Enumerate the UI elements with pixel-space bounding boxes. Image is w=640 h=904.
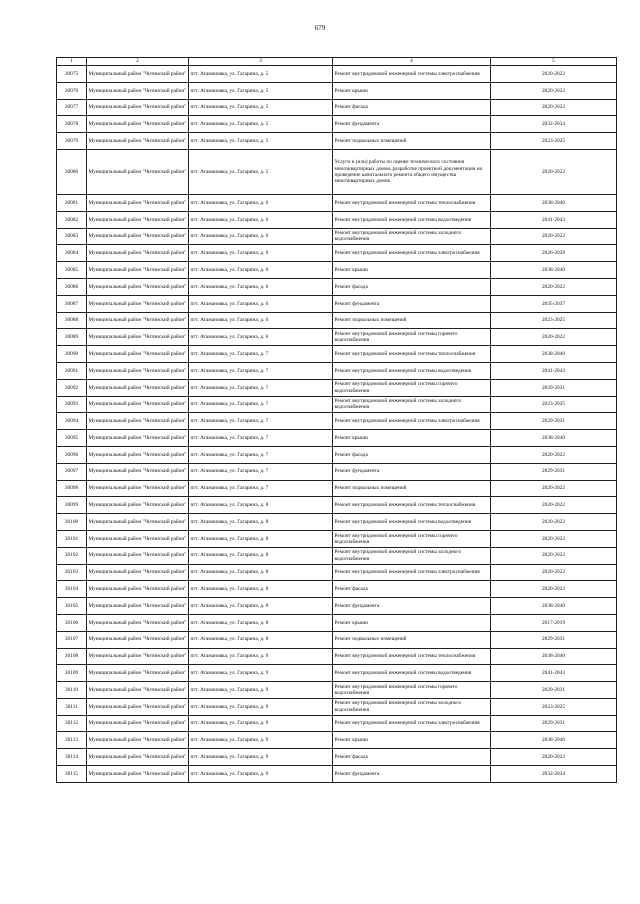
- work-type-cell: Ремонт внутридомовой инженерной системы горячего водоснабжения: [333, 329, 491, 346]
- address-cell: пгт. Атамановка, ул. Гагарина, д. 5: [189, 149, 333, 194]
- record-number-cell: 30099: [57, 497, 87, 514]
- record-number-cell: 30079: [57, 133, 87, 150]
- work-type-cell: Ремонт внутридомовой инженерной системы горячего водоснабжения: [333, 530, 491, 547]
- municipality-cell: Муниципальный район "Читинский район": [87, 228, 189, 245]
- record-number-cell: 30102: [57, 547, 87, 564]
- municipality-cell: Муниципальный район "Читинский район": [87, 346, 189, 363]
- address-cell: пгт. Атамановка, ул. Гагарина, д. 8: [189, 514, 333, 531]
- record-number-cell: 30107: [57, 631, 87, 648]
- table-row: [57, 413, 617, 430]
- work-type-cell: Ремонт фасада: [333, 581, 491, 598]
- municipality-cell: Муниципальный район "Читинский район": [87, 530, 189, 547]
- period-cell: 2017-2019: [491, 614, 617, 631]
- record-number-cell: 30085: [57, 262, 87, 279]
- work-type-cell: Ремонт фасада: [333, 99, 491, 116]
- period-cell: 2020-2022: [491, 564, 617, 581]
- period-cell: 2041-2043: [491, 362, 617, 379]
- table-row: [57, 648, 617, 665]
- address-cell: пгт. Атамановка, ул. Гагарина, д. 8: [189, 631, 333, 648]
- work-type-cell: Ремонт внутридомовой инженерной системы теплоснабжения: [333, 346, 491, 363]
- table-body: [57, 66, 617, 783]
- municipality-cell: Муниципальный район "Читинский район": [87, 66, 189, 83]
- municipality-cell: Муниципальный район "Читинский район": [87, 715, 189, 732]
- period-cell: 2020-2022: [491, 480, 617, 497]
- work-type-cell: Ремонт фундамента: [333, 295, 491, 312]
- record-number-cell: 30094: [57, 413, 87, 430]
- municipality-cell: Муниципальный район "Читинский район": [87, 732, 189, 749]
- record-number-cell: 30092: [57, 379, 87, 396]
- municipality-cell: Муниципальный район "Читинский район": [87, 278, 189, 295]
- period-cell: 2020-2022: [491, 446, 617, 463]
- period-cell: 2038-2040: [491, 346, 617, 363]
- work-type-cell: Ремонт внутридомовой инженерной системы электроснабжения: [333, 66, 491, 83]
- work-type-cell: Ремонт фасада: [333, 278, 491, 295]
- table-row: [57, 564, 617, 581]
- address-cell: пгт. Атамановка, ул. Гагарина, д. 7: [189, 362, 333, 379]
- record-number-cell: 30075: [57, 66, 87, 83]
- address-cell: пгт. Атамановка, ул. Гагарина, д. 9: [189, 766, 333, 783]
- record-number-cell: 30097: [57, 463, 87, 480]
- work-type-cell: Ремонт внутридомовой инженерной системы горячего водоснабжения: [333, 379, 491, 396]
- address-cell: пгт. Атамановка, ул. Гагарина, д. 7: [189, 446, 333, 463]
- municipality-cell: Муниципальный район "Читинский район": [87, 446, 189, 463]
- work-type-cell: Ремонт внутридомовой инженерной системы горячего водоснабжения: [333, 682, 491, 699]
- address-cell: пгт. Атамановка, ул. Гагарина, д. 8: [189, 614, 333, 631]
- address-cell: пгт. Атамановка, ул. Гагарина, д. 8: [189, 547, 333, 564]
- period-cell: 2038-2040: [491, 262, 617, 279]
- work-type-cell: Ремонт подвальных помещений: [333, 312, 491, 329]
- table-row: [57, 211, 617, 228]
- municipality-cell: Муниципальный район "Читинский район": [87, 116, 189, 133]
- record-number-cell: 30093: [57, 396, 87, 413]
- table-row: [57, 530, 617, 547]
- period-cell: 2020-2022: [491, 547, 617, 564]
- period-cell: 2020-2022: [491, 514, 617, 531]
- record-number-cell: 30080: [57, 149, 87, 194]
- column-header-4: 4: [333, 58, 491, 66]
- table-row: [57, 480, 617, 497]
- municipality-cell: Муниципальный район "Читинский район": [87, 312, 189, 329]
- work-type-cell: Ремонт внутридомовой инженерной системы водоотведения: [333, 362, 491, 379]
- period-cell: 2038-2040: [491, 598, 617, 615]
- record-number-cell: 30087: [57, 295, 87, 312]
- table-row: [57, 194, 617, 211]
- address-cell: пгт. Атамановка, ул. Гагарина, д. 7: [189, 430, 333, 447]
- work-type-cell: Ремонт внутридомовой инженерной системы теплоснабжения: [333, 648, 491, 665]
- address-cell: пгт. Атамановка, ул. Гагарина, д. 6: [189, 245, 333, 262]
- table-row: [57, 312, 617, 329]
- record-number-cell: 30088: [57, 312, 87, 329]
- column-header-5: 5: [491, 58, 617, 66]
- table-row: [57, 598, 617, 615]
- municipality-cell: Муниципальный район "Читинский район": [87, 149, 189, 194]
- work-type-cell: Ремонт крыши: [333, 430, 491, 447]
- work-type-cell: Ремонт внутридомовой инженерной системы водоотведения: [333, 514, 491, 531]
- municipality-cell: Муниципальный район "Читинский район": [87, 211, 189, 228]
- work-type-cell: Услуги и (или) работы по оценке технического состояния многоквартирных домов, разработке проектной документации на проведение капитального ремонта общего имущества многоквартирных домов: [333, 149, 491, 194]
- work-type-cell: Ремонт подвальных помещений: [333, 480, 491, 497]
- address-cell: пгт. Атамановка, ул. Гагарина, д. 9: [189, 732, 333, 749]
- table-row: [57, 379, 617, 396]
- table-row: [57, 66, 617, 83]
- period-cell: 2020-2022: [491, 497, 617, 514]
- table-row: [57, 362, 617, 379]
- period-cell: 2023-2025: [491, 312, 617, 329]
- period-cell: 2032-2034: [491, 116, 617, 133]
- period-cell: 2041-2043: [491, 211, 617, 228]
- work-type-cell: Ремонт внутридомовой инженерной системы водоотведения: [333, 211, 491, 228]
- municipality-cell: Муниципальный район "Читинский район": [87, 379, 189, 396]
- table-row: [57, 329, 617, 346]
- address-cell: пгт. Атамановка, ул. Гагарина, д. 9: [189, 715, 333, 732]
- work-type-cell: Ремонт внутридомовой инженерной системы теплоснабжения: [333, 497, 491, 514]
- record-number-cell: 30084: [57, 245, 87, 262]
- period-cell: 2020-2022: [491, 278, 617, 295]
- municipality-cell: Муниципальный район "Читинский район": [87, 480, 189, 497]
- address-cell: пгт. Атамановка, ул. Гагарина, д. 5: [189, 133, 333, 150]
- address-cell: пгт. Атамановка, ул. Гагарина, д. 7: [189, 480, 333, 497]
- record-number-cell: 30090: [57, 346, 87, 363]
- table-row: [57, 581, 617, 598]
- record-number-cell: 30077: [57, 99, 87, 116]
- period-cell: 2023-2025: [491, 698, 617, 715]
- record-number-cell: 30110: [57, 682, 87, 699]
- table-row: [57, 346, 617, 363]
- municipality-cell: Муниципальный район "Читинский район": [87, 194, 189, 211]
- municipality-cell: Муниципальный район "Читинский район": [87, 631, 189, 648]
- work-type-cell: Ремонт внутридомовой инженерной системы электроснабжения: [333, 245, 491, 262]
- table-row: [57, 295, 617, 312]
- table-row: [57, 514, 617, 531]
- address-cell: пгт. Атамановка, ул. Гагарина, д. 9: [189, 682, 333, 699]
- work-type-cell: Ремонт фасада: [333, 446, 491, 463]
- record-number-cell: 30114: [57, 749, 87, 766]
- table-row: [57, 682, 617, 699]
- address-cell: пгт. Атамановка, ул. Гагарина, д. 5: [189, 66, 333, 83]
- work-type-cell: Ремонт подвальных помещений: [333, 133, 491, 150]
- record-number-cell: 30106: [57, 614, 87, 631]
- address-cell: пгт. Атамановка, ул. Гагарина, д. 6: [189, 262, 333, 279]
- period-cell: 2029-2031: [491, 682, 617, 699]
- municipality-cell: Муниципальный район "Читинский район": [87, 245, 189, 262]
- address-cell: пгт. Атамановка, ул. Гагарина, д. 6: [189, 278, 333, 295]
- table-row: [57, 665, 617, 682]
- municipality-cell: Муниципальный район "Читинский район": [87, 430, 189, 447]
- work-type-cell: Ремонт внутридомовой инженерной системы водоотведения: [333, 665, 491, 682]
- municipality-cell: Муниципальный район "Читинский район": [87, 82, 189, 99]
- municipality-cell: Муниципальный район "Читинский район": [87, 262, 189, 279]
- record-number-cell: 30083: [57, 228, 87, 245]
- table-row: [57, 430, 617, 447]
- record-number-cell: 30104: [57, 581, 87, 598]
- record-number-cell: 30105: [57, 598, 87, 615]
- address-cell: пгт. Атамановка, ул. Гагарина, д. 5: [189, 116, 333, 133]
- period-cell: 2023-2025: [491, 396, 617, 413]
- municipality-cell: Муниципальный район "Читинский район": [87, 749, 189, 766]
- table-row: [57, 547, 617, 564]
- record-number-cell: 30091: [57, 362, 87, 379]
- municipality-cell: Муниципальный район "Читинский район": [87, 133, 189, 150]
- record-number-cell: 30089: [57, 329, 87, 346]
- column-header-2: 2: [87, 58, 189, 66]
- address-cell: пгт. Атамановка, ул. Гагарина, д. 7: [189, 463, 333, 480]
- address-cell: пгт. Атамановка, ул. Гагарина, д. 9: [189, 665, 333, 682]
- table-row: [57, 116, 617, 133]
- table-row: [57, 446, 617, 463]
- table-row: [57, 749, 617, 766]
- table-row: [57, 133, 617, 150]
- work-type-cell: Ремонт внутридомовой инженерной системы холодного водоснабжения: [333, 698, 491, 715]
- table-row: [57, 278, 617, 295]
- address-cell: пгт. Атамановка, ул. Гагарина, д. 6: [189, 211, 333, 228]
- address-cell: пгт. Атамановка, ул. Гагарина, д. 6: [189, 312, 333, 329]
- work-type-cell: Ремонт внутридомовой инженерной системы холодного водоснабжения: [333, 396, 491, 413]
- work-type-cell: Ремонт внутридомовой инженерной системы теплоснабжения: [333, 194, 491, 211]
- municipality-cell: Муниципальный район "Читинский район": [87, 99, 189, 116]
- record-number-cell: 30108: [57, 648, 87, 665]
- table-row: [57, 82, 617, 99]
- address-cell: пгт. Атамановка, ул. Гагарина, д. 6: [189, 329, 333, 346]
- work-type-cell: Ремонт крыши: [333, 262, 491, 279]
- table-row: [57, 614, 617, 631]
- municipality-cell: Муниципальный район "Читинский район": [87, 413, 189, 430]
- table-row: [57, 396, 617, 413]
- period-cell: 2029-2031: [491, 463, 617, 480]
- record-number-cell: 30078: [57, 116, 87, 133]
- address-cell: пгт. Атамановка, ул. Гагарина, д. 5: [189, 82, 333, 99]
- table-row: [57, 99, 617, 116]
- record-number-cell: 30082: [57, 211, 87, 228]
- table-row: [57, 262, 617, 279]
- municipality-cell: Муниципальный район "Читинский район": [87, 665, 189, 682]
- table-header-row: [57, 58, 617, 66]
- period-cell: 2023-2025: [491, 133, 617, 150]
- record-number-cell: 30111: [57, 698, 87, 715]
- record-number-cell: 30112: [57, 715, 87, 732]
- work-type-cell: Ремонт внутридомовой инженерной системы холодного водоснабжения: [333, 547, 491, 564]
- record-number-cell: 30100: [57, 514, 87, 531]
- record-number-cell: 30096: [57, 446, 87, 463]
- address-cell: пгт. Атамановка, ул. Гагарина, д. 9: [189, 749, 333, 766]
- municipality-cell: Муниципальный район "Читинский район": [87, 648, 189, 665]
- period-cell: 2020-2022: [491, 329, 617, 346]
- municipality-cell: Муниципальный район "Читинский район": [87, 463, 189, 480]
- municipality-cell: Муниципальный район "Читинский район": [87, 766, 189, 783]
- municipality-cell: Муниципальный район "Читинский район": [87, 295, 189, 312]
- record-number-cell: 30095: [57, 430, 87, 447]
- period-cell: 2020-2022: [491, 530, 617, 547]
- period-cell: 2029-2031: [491, 715, 617, 732]
- work-type-cell: Ремонт подвальных помещений: [333, 631, 491, 648]
- address-cell: пгт. Атамановка, ул. Гагарина, д. 8: [189, 530, 333, 547]
- period-cell: 2038-2040: [491, 648, 617, 665]
- period-cell: 2029-2031: [491, 413, 617, 430]
- address-cell: пгт. Атамановка, ул. Гагарина, д. 8: [189, 497, 333, 514]
- table-row: [57, 497, 617, 514]
- address-cell: пгт. Атамановка, ул. Гагарина, д. 7: [189, 346, 333, 363]
- period-cell: 2020-2022: [491, 749, 617, 766]
- table-row: [57, 463, 617, 480]
- period-cell: 2020-2022: [491, 99, 617, 116]
- municipality-cell: Муниципальный район "Читинский район": [87, 497, 189, 514]
- record-number-cell: 30086: [57, 278, 87, 295]
- address-cell: пгт. Атамановка, ул. Гагарина, д. 6: [189, 228, 333, 245]
- table-row: [57, 715, 617, 732]
- work-type-cell: Ремонт фундамента: [333, 463, 491, 480]
- work-type-cell: Ремонт фундамента: [333, 598, 491, 615]
- municipality-cell: Муниципальный район "Читинский район": [87, 698, 189, 715]
- page-number: 679: [314, 24, 326, 32]
- column-header-1: 1: [57, 58, 87, 66]
- record-number-cell: 30109: [57, 665, 87, 682]
- table-row: [57, 766, 617, 783]
- address-cell: пгт. Атамановка, ул. Гагарина, д. 8: [189, 598, 333, 615]
- municipality-cell: Муниципальный район "Читинский район": [87, 614, 189, 631]
- period-cell: 2035-2037: [491, 295, 617, 312]
- address-cell: пгт. Атамановка, ул. Гагарина, д. 5: [189, 99, 333, 116]
- period-cell: 2032-2034: [491, 766, 617, 783]
- address-cell: пгт. Атамановка, ул. Гагарина, д. 7: [189, 379, 333, 396]
- municipality-cell: Муниципальный район "Читинский район": [87, 564, 189, 581]
- address-cell: пгт. Атамановка, ул. Гагарина, д. 6: [189, 295, 333, 312]
- address-cell: пгт. Атамановка, ул. Гагарина, д. 6: [189, 194, 333, 211]
- period-cell: 2020-2022: [491, 149, 617, 194]
- record-number-cell: 30103: [57, 564, 87, 581]
- address-cell: пгт. Атамановка, ул. Гагарина, д. 9: [189, 698, 333, 715]
- table-row: [57, 245, 617, 262]
- record-number-cell: 30115: [57, 766, 87, 783]
- table-row: [57, 149, 617, 194]
- period-cell: 2038-2040: [491, 194, 617, 211]
- work-type-cell: Ремонт крыши: [333, 614, 491, 631]
- table-row: [57, 228, 617, 245]
- municipality-cell: Муниципальный район "Читинский район": [87, 547, 189, 564]
- period-cell: 2020-2022: [491, 228, 617, 245]
- record-number-cell: 30076: [57, 82, 87, 99]
- address-cell: пгт. Атамановка, ул. Гагарина, д. 9: [189, 648, 333, 665]
- period-cell: 2026-2028: [491, 245, 617, 262]
- work-type-cell: Ремонт крыши: [333, 82, 491, 99]
- work-type-cell: Ремонт внутридомовой инженерной системы холодного водоснабжения: [333, 228, 491, 245]
- record-number-cell: 30113: [57, 732, 87, 749]
- work-type-cell: Ремонт фасада: [333, 749, 491, 766]
- address-cell: пгт. Атамановка, ул. Гагарина, д. 8: [189, 581, 333, 598]
- table-row: [57, 631, 617, 648]
- repair-schedule-table: [56, 57, 617, 783]
- record-number-cell: 30098: [57, 480, 87, 497]
- work-type-cell: Ремонт фундамента: [333, 116, 491, 133]
- municipality-cell: Муниципальный район "Читинский район": [87, 598, 189, 615]
- municipality-cell: Муниципальный район "Читинский район": [87, 514, 189, 531]
- municipality-cell: Муниципальный район "Читинский район": [87, 581, 189, 598]
- municipality-cell: Муниципальный район "Читинский район": [87, 329, 189, 346]
- work-type-cell: Ремонт внутридомовой инженерной системы электроснабжения: [333, 413, 491, 430]
- period-cell: 2020-2022: [491, 66, 617, 83]
- municipality-cell: Муниципальный район "Читинский район": [87, 396, 189, 413]
- table-row: [57, 698, 617, 715]
- record-number-cell: 30101: [57, 530, 87, 547]
- address-cell: пгт. Атамановка, ул. Гагарина, д. 7: [189, 413, 333, 430]
- table-row: [57, 732, 617, 749]
- period-cell: 2041-2043: [491, 665, 617, 682]
- period-cell: 2029-2031: [491, 631, 617, 648]
- municipality-cell: Муниципальный район "Читинский район": [87, 682, 189, 699]
- work-type-cell: Ремонт фундамента: [333, 766, 491, 783]
- period-cell: 2038-2040: [491, 430, 617, 447]
- work-type-cell: Ремонт крыши: [333, 732, 491, 749]
- column-header-3: 3: [189, 58, 333, 66]
- period-cell: 2020-2022: [491, 82, 617, 99]
- municipality-cell: Муниципальный район "Читинский район": [87, 362, 189, 379]
- record-number-cell: 30081: [57, 194, 87, 211]
- period-cell: 2029-2031: [491, 379, 617, 396]
- address-cell: пгт. Атамановка, ул. Гагарина, д. 8: [189, 564, 333, 581]
- work-type-cell: Ремонт внутридомовой инженерной системы электроснабжения: [333, 564, 491, 581]
- period-cell: 2038-2040: [491, 732, 617, 749]
- period-cell: 2020-2022: [491, 581, 617, 598]
- address-cell: пгт. Атамановка, ул. Гагарина, д. 7: [189, 396, 333, 413]
- work-type-cell: Ремонт внутридомовой инженерной системы электроснабжения: [333, 715, 491, 732]
